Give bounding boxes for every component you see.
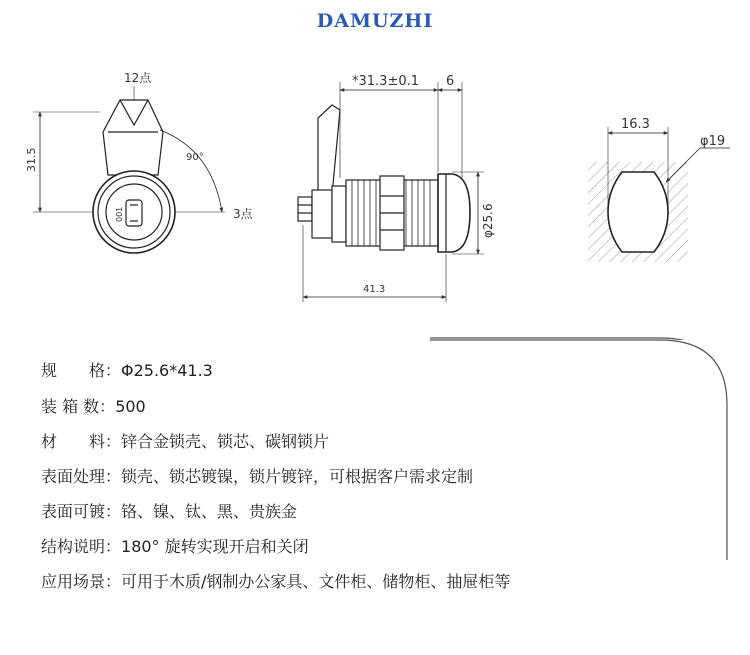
spec-value: 铬、镍、钛、黑、贵族金 bbox=[121, 502, 298, 521]
cutout-hole bbox=[608, 172, 668, 252]
spec-value: 180° 旋转实现开启和关闭 bbox=[121, 537, 309, 556]
spec-value: Φ25.6*41.3 bbox=[121, 361, 213, 380]
key-code-text: 001 bbox=[115, 206, 124, 222]
spec-key: 材 料： bbox=[41, 432, 122, 451]
spec-key: 表面处理： bbox=[41, 467, 122, 486]
spec-row bbox=[41, 499, 297, 522]
label-3-oclock: 3点 bbox=[233, 207, 253, 221]
spec-value: 500 bbox=[115, 397, 146, 416]
spec-key: 结构说明： bbox=[41, 537, 122, 556]
brand-logo: DAMUZHI bbox=[316, 10, 434, 32]
keyway bbox=[126, 200, 142, 226]
lock-head-cap bbox=[438, 174, 470, 252]
cam-tongue bbox=[103, 100, 163, 175]
spec-key: 应用场景： bbox=[41, 572, 122, 591]
spec-row bbox=[41, 534, 309, 557]
spec-value: 可用于木质/钢制办公家具、文件柜、储物柜、抽屉柜等 bbox=[121, 572, 511, 591]
side-view bbox=[298, 82, 484, 302]
label-cutout-diameter: φ19 bbox=[700, 134, 726, 149]
spec-row bbox=[41, 569, 510, 592]
front-view bbox=[33, 86, 225, 253]
label-length-31-3: *31.3±0.1 bbox=[352, 74, 420, 89]
spec-value: 锌合金锁壳、锁芯、碳钢锁片 bbox=[121, 432, 330, 451]
label-total-length-41-3: 41.3 bbox=[363, 284, 386, 295]
side-cam-plate bbox=[318, 105, 340, 195]
spec-key: 规 格： bbox=[41, 361, 122, 380]
spec-key: 表面可镀： bbox=[41, 502, 122, 521]
spec-value: 锁壳、锁芯镀镍，锁片镀锌，可根据客户需求定制 bbox=[121, 467, 474, 486]
label-angle-90: 90° bbox=[186, 152, 204, 163]
spec-key: 装 箱 数： bbox=[41, 397, 116, 416]
spec-row bbox=[41, 394, 146, 417]
label-cutout-width: 16.3 bbox=[621, 117, 650, 132]
label-cap-6: 6 bbox=[446, 74, 455, 89]
label-12-oclock: 12点 bbox=[124, 71, 152, 85]
label-diameter-25-6: φ25.6 bbox=[481, 203, 495, 238]
spec-row bbox=[41, 358, 213, 381]
spec-row bbox=[41, 464, 473, 487]
label-height-31-5: 31.5 bbox=[25, 147, 38, 172]
spec-row bbox=[41, 429, 329, 452]
decorative-curve bbox=[430, 338, 728, 340]
